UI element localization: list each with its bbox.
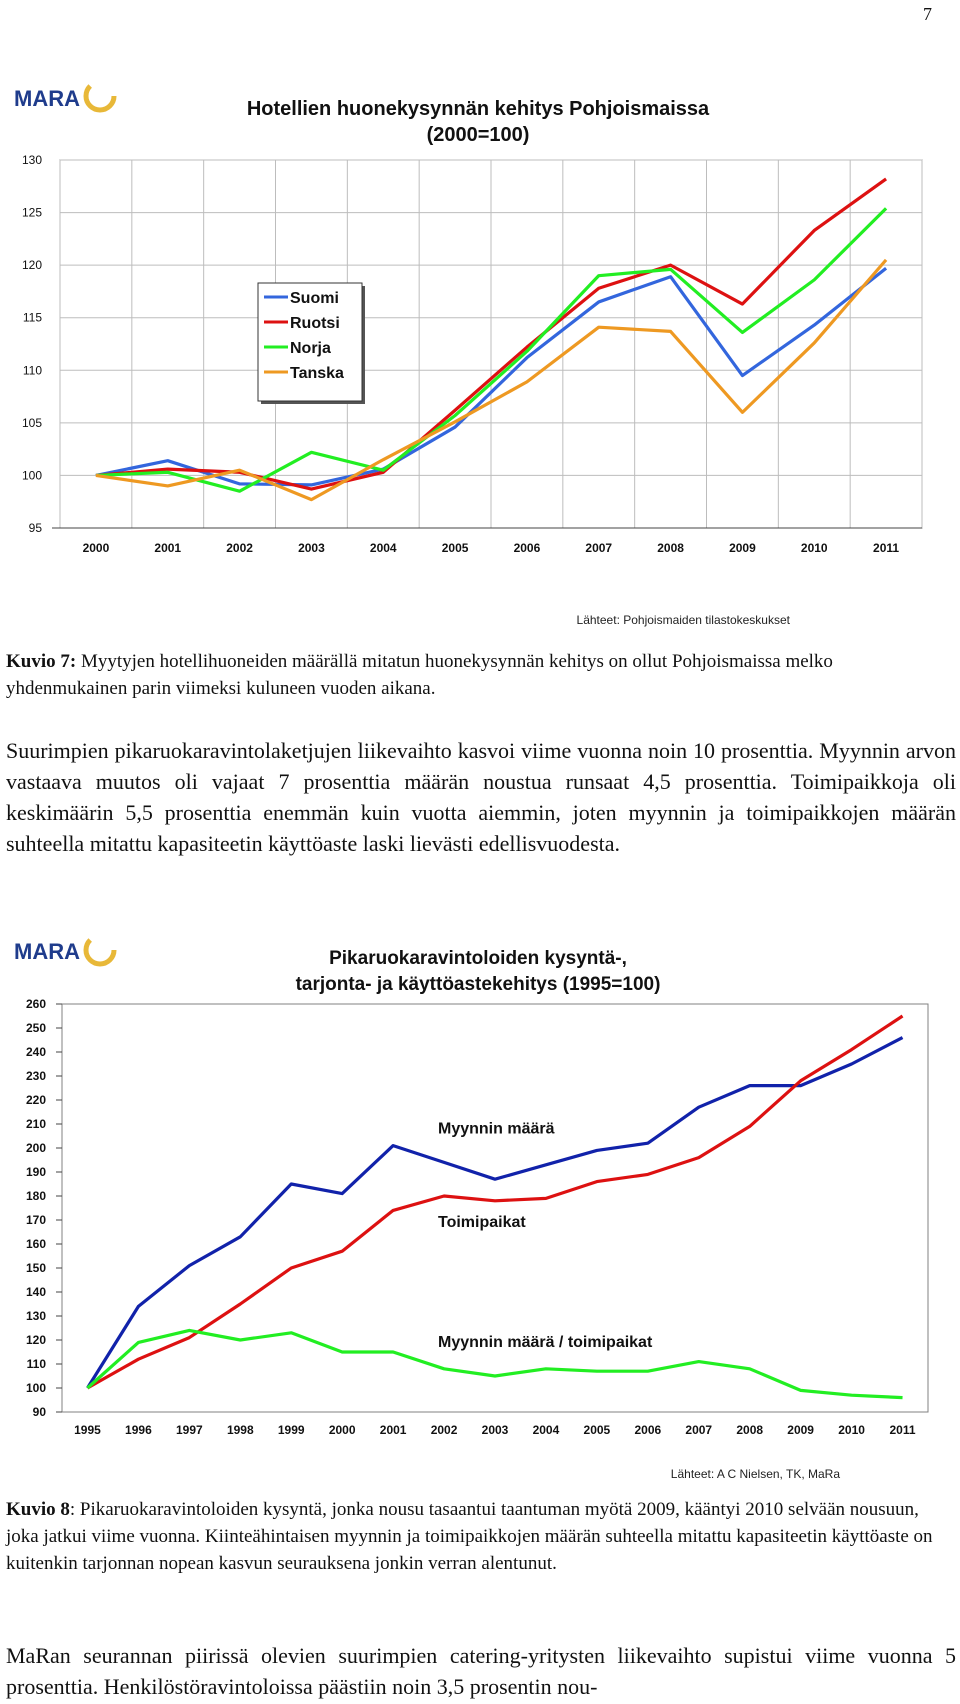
x-tick-label: 2009 (729, 541, 756, 555)
mara-logo-text: MARA (14, 86, 80, 111)
figure-caption-8 (6, 1496, 956, 1577)
figure-caption-7 (6, 648, 956, 702)
y-tick-label: 100 (21, 468, 42, 483)
chart-subtitle: tarjonta- ja käyttöastekehitys (1995=100) (295, 974, 661, 995)
y-tick-label: 115 (22, 310, 42, 325)
chart-legend (258, 283, 365, 404)
chart-source: Lähteet: Pohjoismaiden tilastokeskukset (576, 613, 790, 627)
y-tick-label: 120 (25, 1333, 46, 1347)
y-tick-label: 160 (25, 1237, 46, 1251)
x-tick-label: 2011 (889, 1423, 916, 1437)
x-tick-label: 2002 (226, 541, 253, 555)
x-tick-label: 2002 (430, 1423, 458, 1437)
y-tick-label: 260 (25, 997, 46, 1011)
x-tick-label: 2004 (532, 1423, 560, 1437)
x-tick-label: 1999 (277, 1423, 305, 1437)
x-tick-label: 1998 (226, 1423, 254, 1437)
x-tick-label: 2003 (481, 1423, 509, 1437)
x-tick-label: 1997 (176, 1423, 203, 1437)
y-tick-label: 120 (21, 258, 42, 273)
caption-label: Kuvio 8 (6, 1499, 70, 1520)
series-label: Toimipaikat (438, 1214, 526, 1232)
y-tick-label: 150 (25, 1261, 46, 1275)
mara-logo-text: MARA (14, 939, 80, 964)
y-tick-label: 105 (21, 415, 42, 430)
x-tick-label: 2005 (583, 1423, 611, 1437)
x-tick-label: 2005 (441, 541, 469, 555)
x-tick-label: 2009 (787, 1423, 814, 1437)
chart-title: Pikaruokaravintoloiden kysyntä-, (329, 948, 627, 969)
y-tick-label: 210 (25, 1117, 46, 1131)
mara-logo (14, 936, 114, 964)
legend-label: Ruotsi (290, 315, 340, 332)
legend-label: Norja (290, 340, 331, 357)
legend-label: Suomi (290, 290, 339, 307)
caption-text: : Pikaruokaravintoloiden kysyntä, jonka nousu tasaantui taantuman myötä 2009, kääntyi 2010 selvään nousuun, joka jatkui viime vuonna. Kiinteähintaisen myynnin ja toimipaikkojen määrän suhteella mitattu kapasiteetin käyttöaste on kuitenkin tarjonnan nopean kasvun seurauksena jonkin verran alentunut. (6, 1499, 933, 1574)
x-tick-label: 2010 (800, 541, 828, 555)
x-tick-label: 2003 (298, 541, 325, 555)
y-tick-label: 95 (28, 521, 42, 535)
mara-logo-swirl-icon (86, 82, 114, 110)
x-tick-label: 2010 (838, 1423, 865, 1437)
x-tick-label: 2007 (585, 541, 613, 555)
mara-logo (14, 82, 114, 111)
y-tick-label: 100 (25, 1381, 46, 1395)
page-number: 7 (923, 4, 932, 24)
chart-subtitle: (2000=100) (426, 124, 530, 146)
y-tick-label: 240 (25, 1045, 46, 1059)
y-tick-label: 220 (25, 1093, 46, 1107)
x-tick-label: 2000 (82, 541, 110, 555)
x-tick-label: 2007 (685, 1423, 713, 1437)
chart-fastfood-demand (0, 930, 960, 1500)
x-tick-label: 2006 (634, 1423, 662, 1437)
y-tick-label: 170 (25, 1213, 46, 1227)
series-label: Myynnin määrä (438, 1120, 555, 1138)
y-tick-label: 90 (32, 1405, 46, 1419)
chart-fastfood-demand-svg (0, 930, 960, 1500)
y-tick-label: 230 (25, 1069, 46, 1083)
chart-grid (60, 160, 922, 528)
x-tick-label: 2011 (873, 541, 900, 555)
chart-title: Hotellien huonekysynnän kehitys Pohjoismaissa (246, 98, 710, 120)
y-tick-label: 250 (25, 1021, 46, 1035)
y-tick-label: 200 (25, 1141, 46, 1155)
x-tick-label: 2006 (513, 541, 541, 555)
y-tick-label: 190 (25, 1165, 46, 1179)
x-tick-label: 2000 (328, 1423, 356, 1437)
y-tick-label: 130 (21, 153, 42, 167)
y-tick-label: 110 (26, 1357, 46, 1371)
y-tick-label: 180 (25, 1189, 46, 1203)
y-tick-label: 110 (22, 363, 42, 378)
chart-source: Lähteet: A C Nielsen, TK, MaRa (670, 1467, 840, 1481)
x-tick-label: 2004 (369, 541, 397, 555)
x-tick-label: 2008 (657, 541, 684, 555)
mara-logo-swirl-icon (86, 936, 114, 964)
caption-label: Kuvio 7: (6, 651, 77, 672)
caption-text: Myytyjen hotellihuoneiden määrällä mitatun huonekysynnän kehitys on ollut Pohjoismaissa melko yhdenmukainen parin viimeksi kuluneen vuoden aikana. (6, 651, 833, 699)
legend-label: Tanska (290, 365, 344, 382)
x-tick-label: 2008 (736, 1423, 764, 1437)
x-tick-label: 1996 (125, 1423, 152, 1437)
body-paragraph: MaRan seurannan piirissä olevien suurimpien catering-yritysten liikevaihto supistui viime vuonna 5 prosenttia. Henkilöstöravintoloissa päästiin noin 3,5 prosentin nou- (6, 1643, 956, 1699)
chart-hotel-demand (0, 70, 960, 650)
x-tick-label: 2001 (379, 1423, 407, 1437)
y-tick-label: 140 (25, 1285, 46, 1299)
y-tick-label: 130 (25, 1309, 46, 1323)
x-tick-label: 2001 (154, 541, 182, 555)
x-tick-label: 1995 (74, 1423, 101, 1437)
chart-hotel-demand-svg (0, 70, 960, 650)
body-paragraph: Suurimpien pikaruokaravintolaketjujen liikevaihto kasvoi viime vuonna noin 10 prosenttia. Myynnin arvon vastaava muutos oli vajaat 7 prosenttia määrän noustua runsaat 4,5 prosenttia. Toimipaikkoja oli keskimäärin 5,5 prosenttia enemmän kuin vuotta aiemmin, joten myynnin ja toimipaikkojen määrän suhteella mitattu kapasiteetin käyttöaste laski lievästi edellisvuodesta. (6, 738, 956, 856)
y-tick-label: 125 (21, 205, 42, 220)
series-label: Myynnin määrä / toimipaikat (438, 1334, 653, 1352)
